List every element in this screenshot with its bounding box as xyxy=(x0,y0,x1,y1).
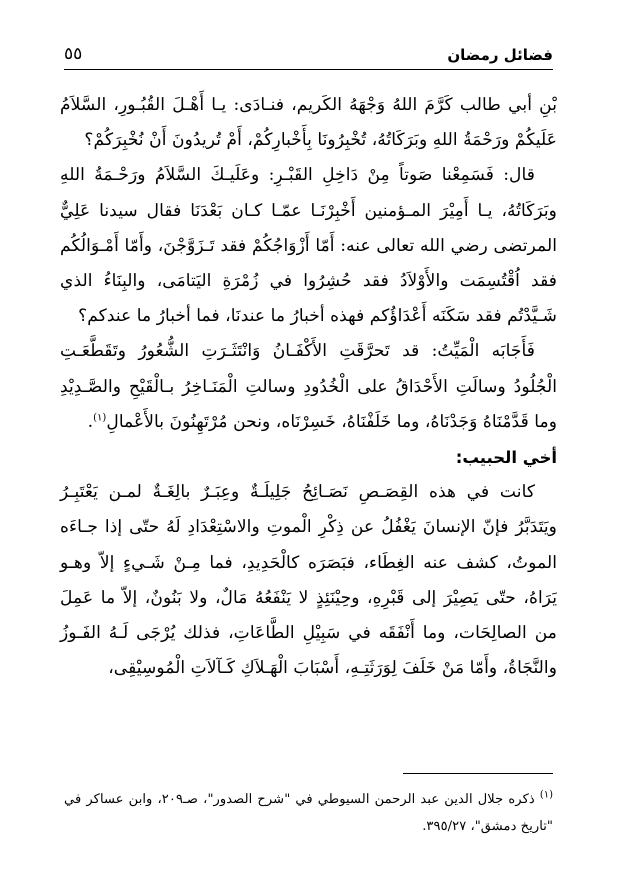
footnote-text: ذكره جلال الدين عبد الرحمن السيوطي في "شرح الصدور"، صـ٢٠٩، وابن عساكر في "تاريخ دمشق"، ٣٩٥/٢٧. xyxy=(64,792,553,834)
page-number: ٥٥ xyxy=(64,44,83,64)
footnote xyxy=(64,786,553,840)
paragraph-4: كانت في هذه القِصَـصِ نَصَـائِحُ جَلِيلَـةٌ وعِبَـرٌ بالِغَـةٌ لمـن يَعْتَبِـرُ ويَتَدَبَّرُ فإنّ الإنسانَ يَغْفُلُ عن ذِكْرِ الْموتِ والاسْتِعْدَادِ لَهُ حتّى إذا جـاءَه الموتُ، كشف عنه الغِطَاء، فبَصَرَه كالْحَدِيدِ، فما مِـنْ شَـيءٍ إلاّ وهـو يَرَاهُ، حتّى يَصِيْرَ إلى قَبْرِهِ، وحِيْنَئِذٍ لا يَنْفَعُهُ مَالٌ، ولا بَنُونٌ، إلاّ ما عَمِلَ من الصالِحَات، وما أَنْفَقَه في سَبِيْلِ الطَّاعَاتِ، فذلك يُرْجَى لَـهُ الفَـوزُ والنَّجَاةُ، وأَمّا مَنْ خَلَفَ لِوَرَثَتِـهِ، أَسْبَابَ الْهَـلاَكِ كَـآلاَتِ الْمُوسِيْقِى، xyxy=(60,482,557,679)
page-header xyxy=(64,36,553,64)
footnote-reference: (١) xyxy=(93,412,107,424)
header-divider xyxy=(64,69,553,70)
paragraph-1: بْنِ أبي طالب كَرَّمَ اللهُ وَجْهَهُ الكَريم، فنـادَى: يـا أَهْـلَ القُبُـورِ، السَّلاَمُ عَلَيكُمْ ورَحْمَةُ اللهِ وبَرَكَاتُهُ، تُخْبِرُونَا بِأَخْبارِكُمْ، أَمْ تُريدُونَ أَنْ نُخْبِرَكُمْ؟ xyxy=(60,95,557,151)
section-subheading: أخي الحبيب: xyxy=(455,448,557,468)
closing-period: . xyxy=(87,411,94,432)
paragraph-3-text: فَأَجَابَه الْمَيِّتُ: قد تَحرَّقَتِ الأَكْفَـانُ وَانْتَثَـرَتِ الشُّعُورُ وتَقَطَّعَـتِ الْجُلُودُ وسالَتِ الأَحْدَاقُ على الْخُدُودِ وسالتِ الْمَنَـاخِرُ بـالْقَيْحِ والصَّـدِيْدِ وما قَدَّمْنَاهُ وَجَدْنَاهُ، وما خَلَفْنَاهُ، خَسِرْنَاه، ونحن مُرْتَهِنُونَ بالأَعْمالِ xyxy=(60,341,557,432)
footnote-divider xyxy=(403,773,553,774)
running-title: فضائل رمضان xyxy=(447,46,553,64)
page-body xyxy=(60,88,557,686)
footnote-marker: (١) xyxy=(539,789,554,801)
paragraph-2: قال: فَسَمِعْنا صَوتاً مِنْ دَاخِلِ القَبْـرِ: وعَلَيـكَ السَّلاَمُ ورَحْـمَةُ اللهِ وبَرَكَاتُهُ، يـا أَمِيْرَ المـؤمنين أَخْبِرْنَـا عمّـا كـان بَعْدَنَا فقال سيدنا عَلِيٌّ المرتضى رضي الله تعالى عنه: أَمّا أَزْوَاجُكُمْ فقد تَـزَوَّجْنَ، وأَمّا أَمْـوَالُكُم فقد اُقْتُسِمَت والأَوْلاَدُ فقد حُشِرُوا في زُمْرَةِ اليَتامَى، والبِنَاءُ الذي شَـيَّدْتُم فقد سَكَنَه أَعْدَاؤُكم فهذه أخبارُ ما عندنَا، فما أخبارُ ما عندكم؟ xyxy=(60,165,557,327)
paragraph-3 xyxy=(60,334,557,440)
